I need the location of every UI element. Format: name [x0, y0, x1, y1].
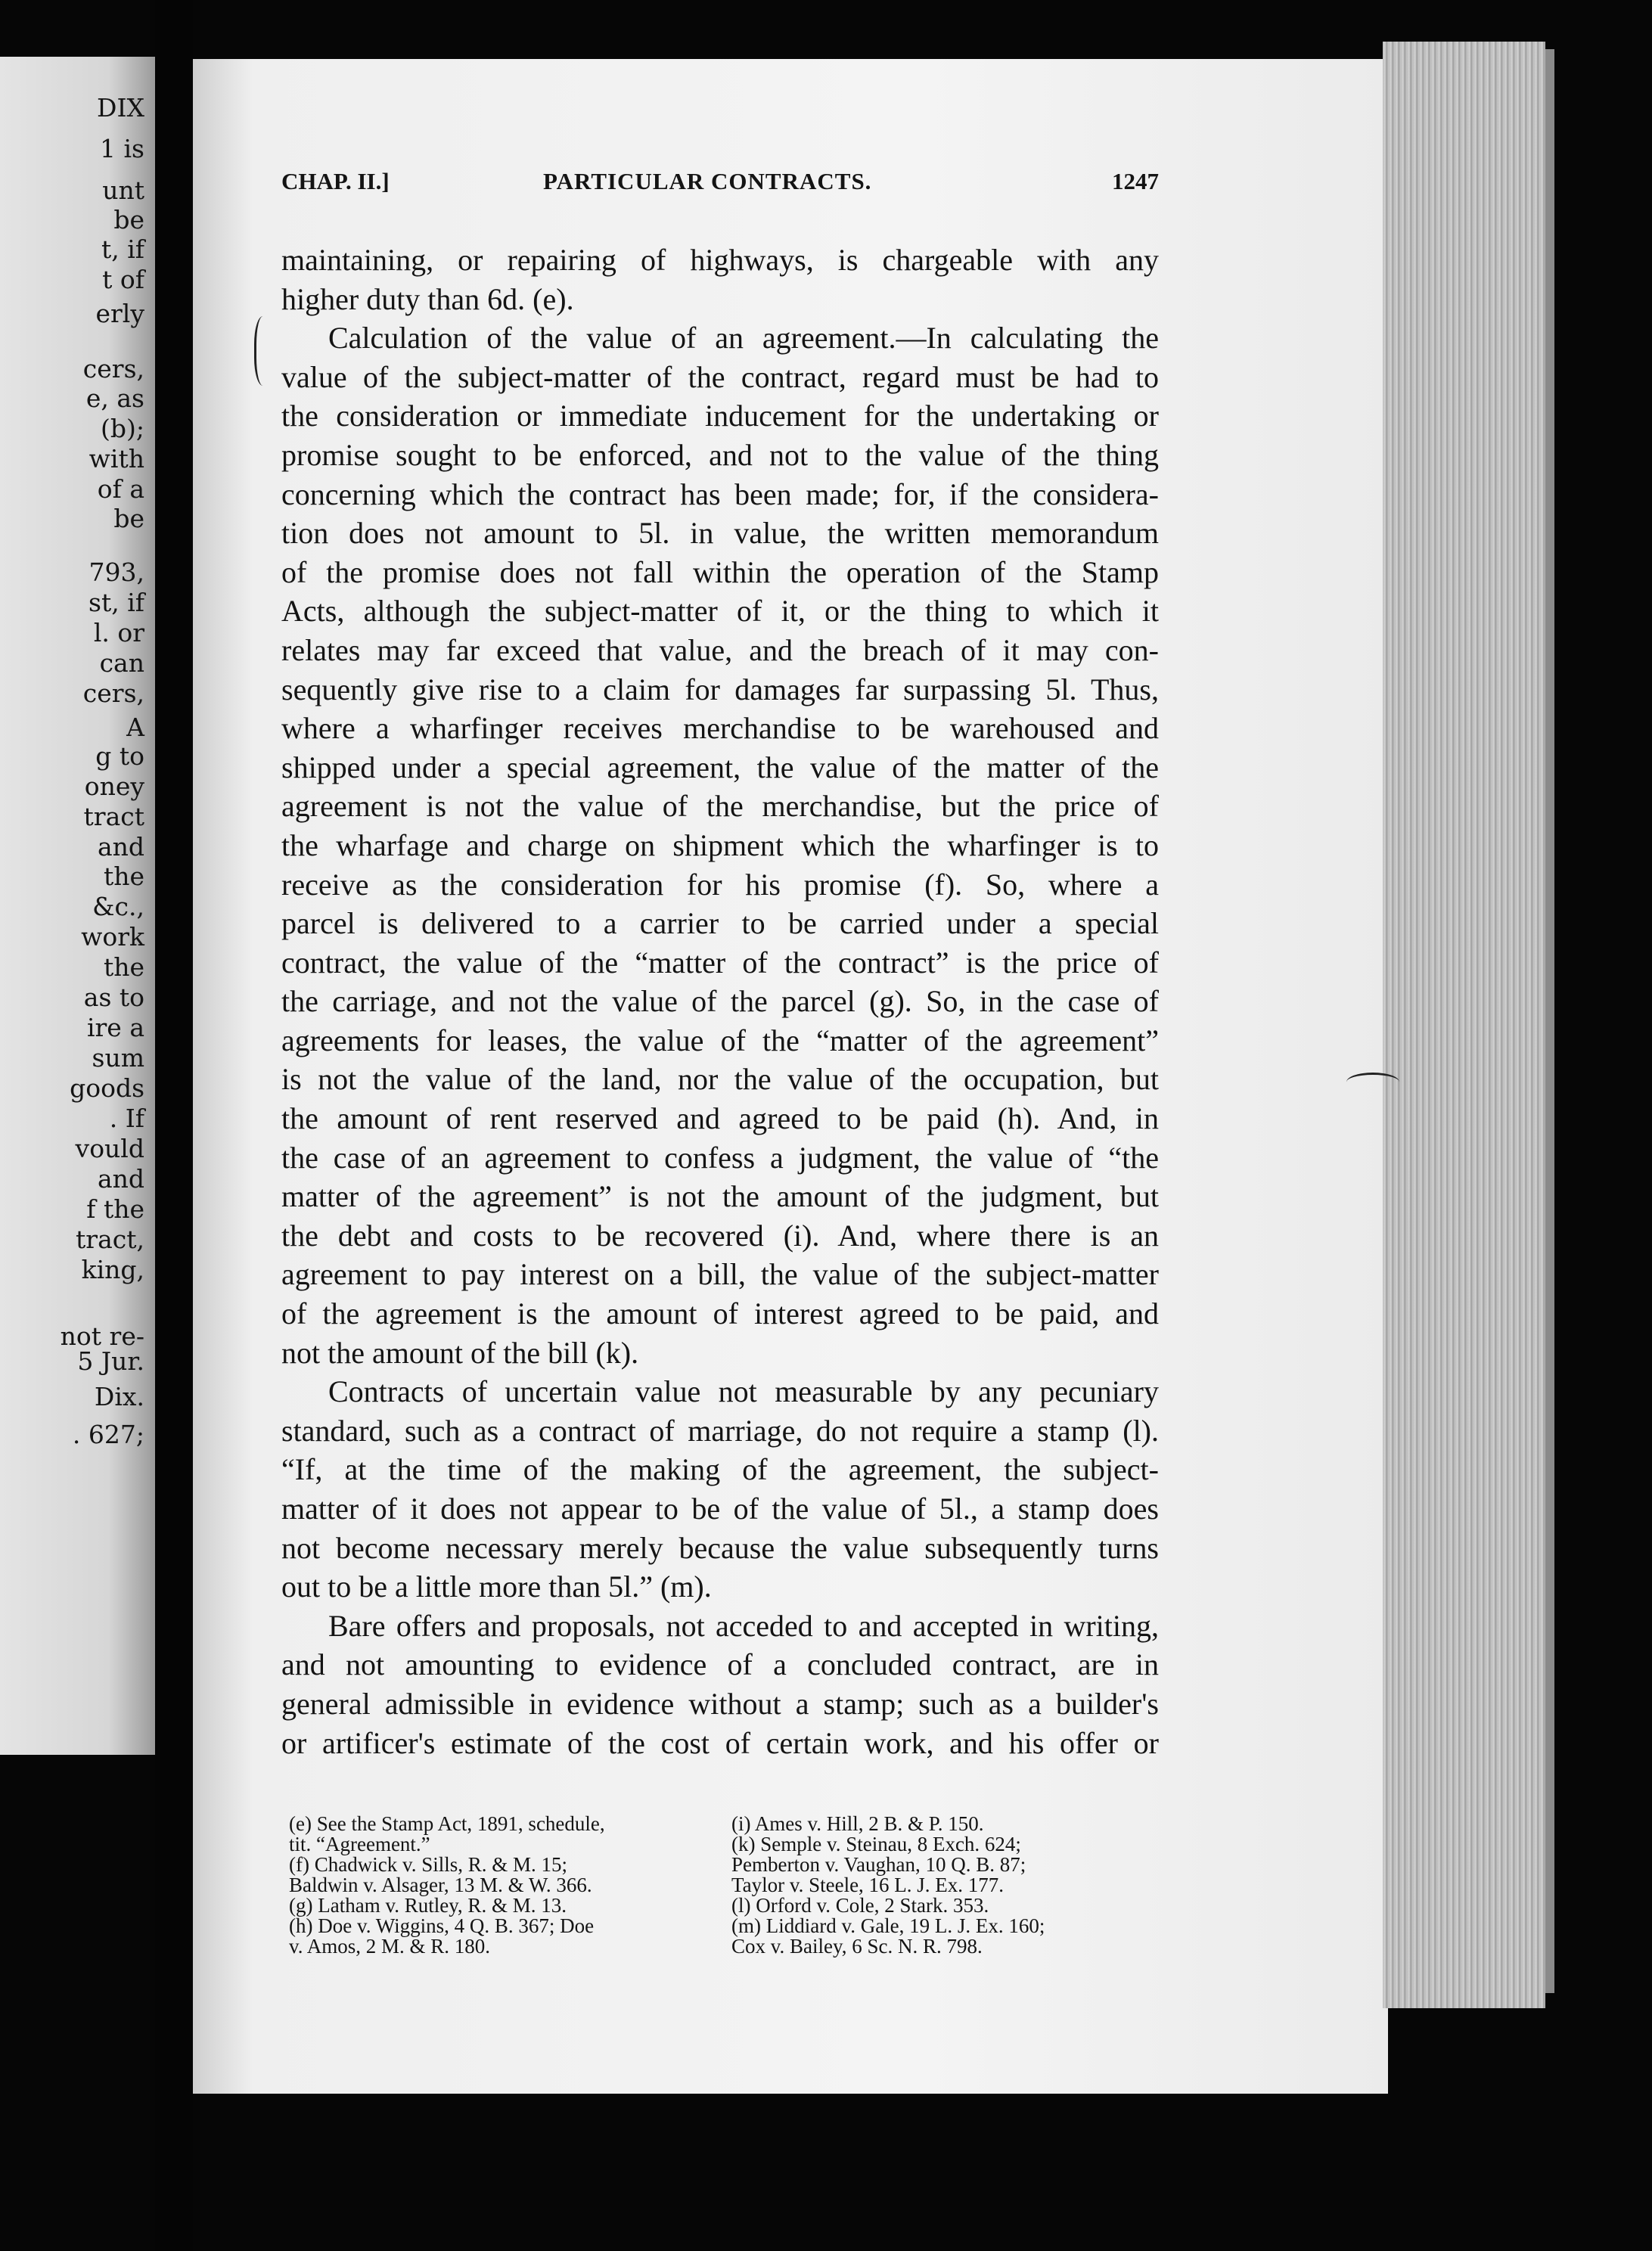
paragraph	[281, 241, 1159, 318]
text-line: general admissible in evidence without a stamp; such as a builder's	[281, 1686, 1159, 1721]
left-page-fragment: king,	[81, 1255, 144, 1284]
left-page-fragment: the	[103, 862, 144, 891]
text-line: matter of the agreement” is not the amount of the judgment, but	[281, 1179, 1159, 1214]
text-line: Contracts of uncertain value not measurable by any pecuniary	[328, 1374, 1159, 1409]
text-line: matter of it does not appear to be of the value of 5l., a stamp does	[281, 1492, 1159, 1526]
left-page-fragment: not re-	[60, 1321, 144, 1351]
text-line: contract, the value of the “matter of the contract” is the price of	[281, 945, 1159, 980]
text-line: Calculation of the value of an agreement.—In calculating the	[328, 321, 1159, 356]
text-line: the wharfage and charge on shipment which the wharfinger is to	[281, 827, 1159, 862]
page-number: 1247	[1112, 168, 1159, 194]
left-page-fragment: l. or	[93, 618, 144, 647]
text-line: the amount of rent reserved and agreed to be paid (h). And, in	[281, 1101, 1159, 1136]
left-page-fragment: work	[81, 922, 144, 952]
footnote-line: tit. “Agreement.”	[289, 1833, 430, 1855]
footnote-line: Cox v. Bailey, 6 Sc. N. R. 798.	[731, 1935, 983, 1958]
left-page-fragment: tract	[83, 802, 144, 831]
text-line: out to be a little more than 5l.” (m).	[281, 1569, 712, 1604]
text-line: of the promise does not fall within the operation of the Stamp	[281, 554, 1159, 589]
left-page-fragment: can	[99, 648, 144, 678]
left-page-fragment: cers,	[82, 354, 144, 383]
footnote-line: Taylor v. Steele, 16 L. J. Ex. 177.	[731, 1874, 1005, 1896]
left-page-fragment: erly	[95, 299, 144, 328]
left-page-fragment: oney	[84, 772, 144, 801]
facing-page-left	[0, 57, 155, 1755]
chapter-label: CHAP. II.]	[281, 168, 390, 194]
left-page-fragment: be	[113, 205, 144, 234]
footnote-line: (f) Chadwick v. Sills, R. & M. 15;	[289, 1853, 567, 1876]
pencil-margin-mark	[1346, 1073, 1399, 1091]
left-page-fragment: vould	[75, 1134, 144, 1163]
footnote-line: (e) See the Stamp Act, 1891, schedule,	[289, 1812, 605, 1835]
left-page-fragment: 5 Jur.	[77, 1346, 144, 1376]
left-page-fragment: cers,	[82, 678, 144, 708]
left-page-fragment: and	[97, 1164, 144, 1194]
footnote-line: v. Amos, 2 M. & R. 180.	[289, 1935, 491, 1958]
text-line: relates may far exceed that value, and the breach of it may con-	[281, 632, 1159, 667]
page-block-edges	[1383, 42, 1545, 2008]
text-line: concerning which the contract has been made; for, if the considera-	[281, 477, 1159, 511]
left-page-fragment: the	[103, 952, 144, 982]
footnote-line: (g) Latham v. Rutley, R. & M. 13.	[289, 1894, 567, 1917]
text-line: parcel is delivered to a carrier to be carried under a special	[281, 906, 1159, 941]
left-page-fragment: as to	[83, 983, 144, 1012]
left-page-fragment: g to	[95, 741, 144, 771]
left-page-fragment: of a	[97, 474, 144, 504]
text-line: Bare offers and proposals, not acceded to and accepted in writing,	[328, 1608, 1159, 1643]
left-page-fragment: tract,	[76, 1225, 144, 1254]
text-line: the case of an agreement to confess a judgment, the value of “the	[281, 1140, 1159, 1175]
left-page-fragment: be	[113, 504, 144, 533]
left-page-fragment: with	[88, 444, 144, 473]
left-page-fragment: e, as	[85, 383, 144, 413]
text-line: or artificer's estimate of the cost of certain work, and his offer or	[281, 1725, 1159, 1760]
footnote-line: (h) Doe v. Wiggins, 4 Q. B. 367; Doe	[289, 1914, 595, 1937]
left-page-fragment: &c.,	[92, 892, 144, 921]
left-page-fragment: unt	[102, 175, 144, 205]
running-title: PARTICULAR CONTRACTS.	[543, 168, 872, 194]
left-page-fragment: and	[97, 832, 144, 862]
text-line: where a wharfinger receives merchandise to be warehoused and	[281, 711, 1159, 746]
left-page-fragment: DIX	[97, 93, 144, 123]
footnote-line: (m) Liddiard v. Gale, 19 L. J. Ex. 160;	[731, 1914, 1045, 1937]
left-page-fragment: (b);	[101, 414, 144, 443]
text-line: the consideration or immediate inducement for the undertaking or	[281, 399, 1159, 433]
text-line: agreement is not the value of the merchandise, but the price of	[281, 789, 1159, 824]
book-gutter	[155, 0, 193, 2251]
text-line: “If, at the time of the making of the agreement, the subject-	[281, 1452, 1159, 1487]
left-page-fragment: Dix.	[94, 1382, 144, 1411]
text-line: agreements for leases, the value of the “matter of the agreement”	[281, 1023, 1159, 1057]
footnote-line: (i) Ames v. Hill, 2 B. & P. 150.	[731, 1812, 984, 1835]
body-text	[281, 241, 1159, 1762]
text-line: the debt and costs to be recovered (i). And, where there is an	[281, 1218, 1159, 1253]
left-page-fragment: A	[126, 713, 144, 742]
text-line: the carriage, and not the value of the parcel (g). So, in the case of	[281, 984, 1159, 1019]
text-line: not become necessary merely because the value subsequently turns	[281, 1530, 1159, 1565]
left-page-fragment: sum	[92, 1043, 144, 1073]
left-page-fragment: 1 is	[100, 134, 144, 163]
footnotes-left-column	[289, 1814, 713, 1957]
left-page-fragment: . If	[109, 1104, 144, 1133]
left-page-fragment: ire a	[86, 1013, 144, 1042]
left-page-fragment: t of	[102, 265, 144, 294]
left-page-fragment: t, if	[101, 234, 144, 264]
left-page-fragment: . 627;	[72, 1420, 144, 1449]
footnotes-right-column	[731, 1814, 1155, 1957]
pencil-bracket-mark	[254, 316, 276, 386]
footnotes	[289, 1814, 1155, 1957]
text-line: higher duty than 6d. (e).	[281, 281, 574, 316]
text-line: and not amounting to evidence of a concluded contract, are in	[281, 1647, 1159, 1682]
text-line: promise sought to be enforced, and not to the value of the thing	[281, 437, 1159, 472]
text-line: not the amount of the bill (k).	[281, 1335, 639, 1370]
left-page-fragment: 793,	[88, 557, 144, 587]
text-line: receive as the consideration for his promise (f). So, where a	[281, 867, 1159, 902]
text-line: tion does not amount to 5l. in value, the written memorandum	[281, 516, 1159, 551]
text-line: value of the subject-matter of the contract, regard must be had to	[281, 359, 1159, 394]
paragraph	[281, 1607, 1159, 1762]
paragraph	[281, 1372, 1159, 1607]
left-page-fragment: f the	[86, 1194, 144, 1224]
left-page-fragment: goods	[70, 1073, 144, 1103]
left-page-fragment: st, if	[88, 588, 144, 617]
text-line: is not the value of the land, nor the value of the occupation, but	[281, 1062, 1159, 1097]
footnote-line: Baldwin v. Alsager, 13 M. & W. 366.	[289, 1874, 592, 1896]
footnote-line: Pemberton v. Vaughan, 10 Q. B. 87;	[731, 1853, 1026, 1876]
running-header	[281, 168, 1159, 206]
text-line: of the agreement is the amount of interest agreed to be paid, and	[281, 1296, 1159, 1331]
text-line: maintaining, or repairing of highways, is chargeable with any	[281, 243, 1159, 277]
footnote-line: (k) Semple v. Steinau, 8 Exch. 624;	[731, 1833, 1021, 1855]
text-line: standard, such as a contract of marriage, do not require a stamp (l).	[281, 1413, 1159, 1448]
text-line: Acts, although the subject-matter of it, or the thing to which it	[281, 594, 1159, 629]
paragraph	[281, 318, 1159, 1372]
footnote-line: (l) Orford v. Cole, 2 Stark. 353.	[731, 1894, 989, 1917]
text-line: agreement to pay interest on a bill, the value of the subject-matter	[281, 1257, 1159, 1292]
text-line: shipped under a special agreement, the value of the matter of the	[281, 750, 1159, 784]
text-line: sequently give rise to a claim for damages far surpassing 5l. Thus,	[281, 672, 1159, 706]
